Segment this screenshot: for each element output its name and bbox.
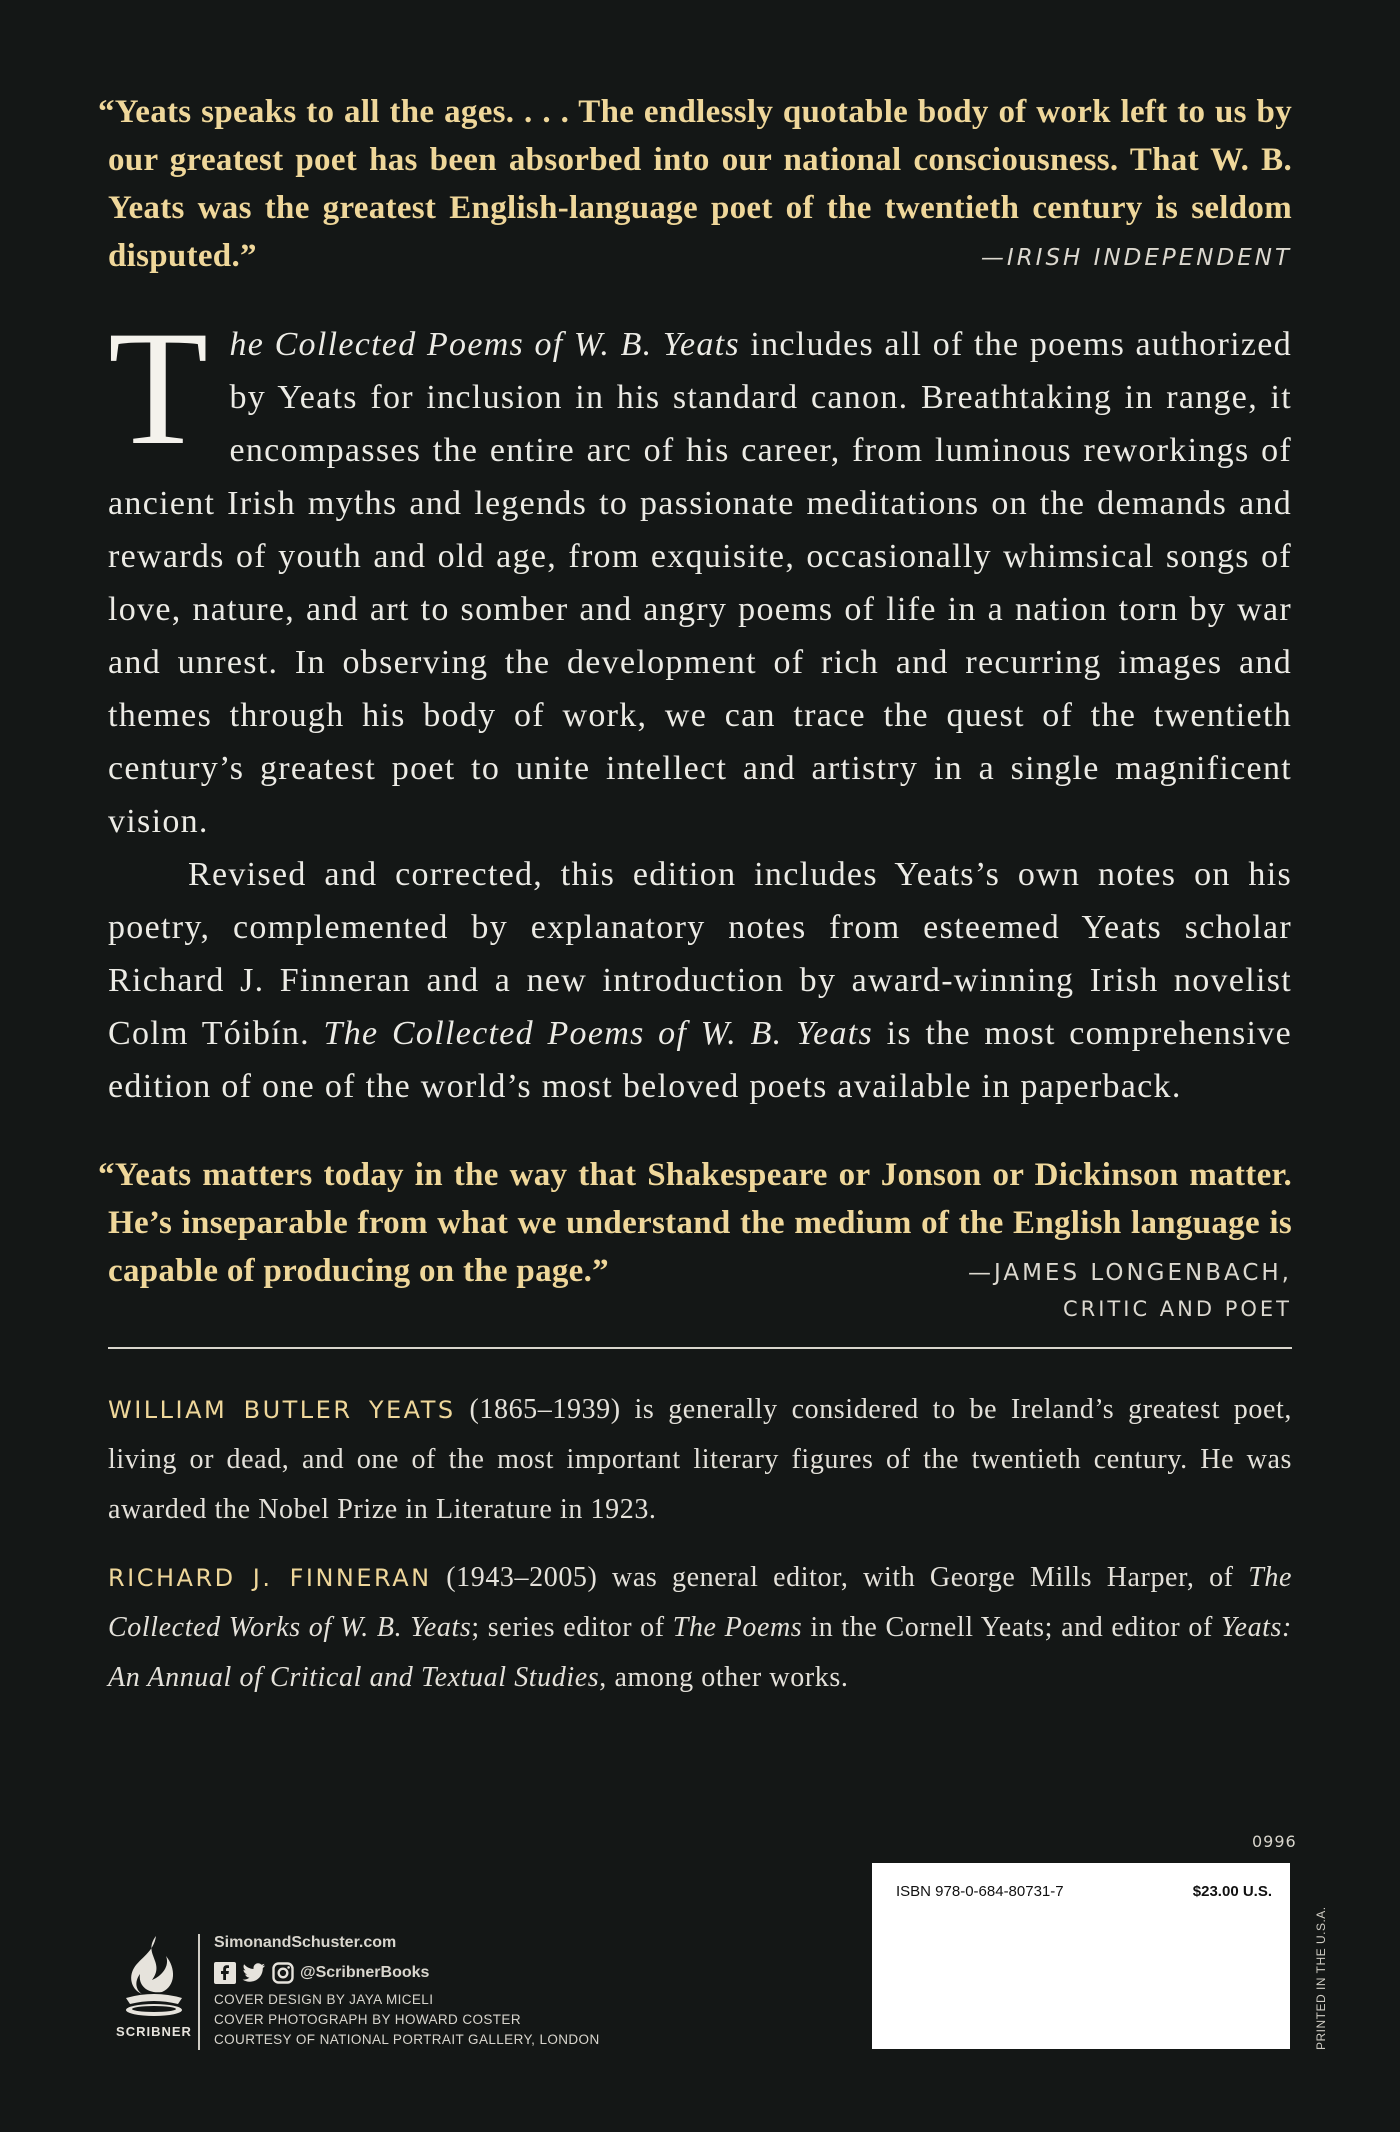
- isbn: ISBN 978-0-684-80731-7: [896, 1883, 1064, 1900]
- author-bios: [108, 1385, 1292, 1703]
- instagram-icon[interactable]: [272, 1962, 294, 1984]
- publisher-logo: [114, 1932, 194, 2039]
- printed-in: PRINTED IN THE U.S.A.: [1314, 1906, 1328, 2050]
- editor-name: RICHARD J. FINNERAN: [108, 1564, 432, 1592]
- book-description: [108, 298, 1292, 1113]
- bio-yeats: WILLIAM BUTLER YEATS (1865–1939) is generally considered to be Ireland’s greatest poet, living or dead, and one of the most important literary figures of the twentieth century. He was awarded the Nobel Prize in Literature in 1923.: [108, 1394, 1292, 1525]
- photo-courtesy-credit: COURTESY OF NATIONAL PORTRAIT GALLERY, LONDON: [214, 2032, 600, 2047]
- book-title: he Collected Poems of W. B. Yeats: [229, 326, 740, 363]
- review-quote-longenbach: [98, 1151, 1292, 1295]
- barcode-code: 0996: [1252, 1832, 1297, 1851]
- publisher-name: SCRIBNER: [116, 2024, 192, 2039]
- divider: [108, 1347, 1292, 1349]
- quote-text: “Yeats speaks to all the ages. . . . The endlessly quotable body of work left to us by our greatest poet has been absorbed into our national consciousness. That W. B. Yeats was the greatest English-language poet of the twentieth century is seldom disputed.”: [98, 94, 1292, 274]
- barcode-area: [872, 1863, 1290, 2049]
- credits: [214, 1934, 600, 2050]
- website-link[interactable]: SimonandSchuster.com: [214, 1934, 397, 1951]
- quote-attribution: —JAMES LONGENBACH,: [967, 1260, 1292, 1286]
- quote-attribution: —IRISH INDEPENDENT: [980, 245, 1292, 271]
- twitter-icon[interactable]: [242, 1963, 266, 1983]
- quote-attribution-title: CRITIC AND POET: [1062, 1297, 1292, 1321]
- separator: [198, 1934, 200, 2050]
- social-links: [214, 1962, 600, 1984]
- back-cover: [98, 88, 1293, 1721]
- book-title: The Collected Poems of W. B. Yeats: [323, 1015, 874, 1052]
- flame-logo-icon: [122, 1932, 186, 2018]
- description-paragraph-2: Revised and corrected, this edition includes Yeats’s own notes on his poetry, complemented by explanatory notes from esteemed Yeats scholar Richard J. Finneran and a new introduction by award-winning Irish novelist Colm Tóibín. The Collected Poems of W. B. Yeats is the most comprehensive edition of one of the world’s most beloved poets available in paperback.: [108, 856, 1292, 1105]
- review-quote-irish-independent: [98, 88, 1292, 278]
- price: $23.00 U.S.: [1192, 1883, 1272, 1900]
- quote-text: “Yeats matters today in the way that Shakespeare or Jonson or Dickinson matter. He’s inseparable from what we understand the medium of the English language is capable of producing on the page.”: [98, 1157, 1292, 1289]
- cover-design-credit: COVER DESIGN BY JAYA MICELI: [214, 1992, 434, 2007]
- social-handle[interactable]: @ScribnerBooks: [300, 1964, 430, 1981]
- cover-photo-credit: COVER PHOTOGRAPH BY HOWARD COSTER: [214, 2012, 521, 2027]
- author-name: WILLIAM BUTLER YEATS: [108, 1396, 456, 1424]
- bio-finneran: RICHARD J. FINNERAN (1943–2005) was general editor, with George Mills Harper, of The Collected Works of W. B. Yeats; series editor of The Poems in the Cornell Yeats; and editor of Yeats: An Annual of Critical and Textual Studies, among other works.: [108, 1562, 1293, 1693]
- drop-cap: T: [108, 298, 210, 479]
- facebook-icon[interactable]: [214, 1962, 236, 1984]
- description-paragraph-1: The Collected Poems of W. B. Yeats includes all of the poems authorized by Yeats for inclusion in his standard canon. Breathtaking in range, it encompasses the entire arc of his career, from luminous reworkings of ancient Irish myths and legends to passionate meditations on the demands and rewards of youth and old age, from exquisite, occasionally whimsical songs of love, nature, and art to somber and angry poems of life in a nation torn by war and unrest. In observing the development of rich and recurring images and themes through his body of work, we can trace the quest of the twentieth century’s greatest poet to unite intellect and artistry in a single magnificent vision.: [108, 298, 1292, 840]
